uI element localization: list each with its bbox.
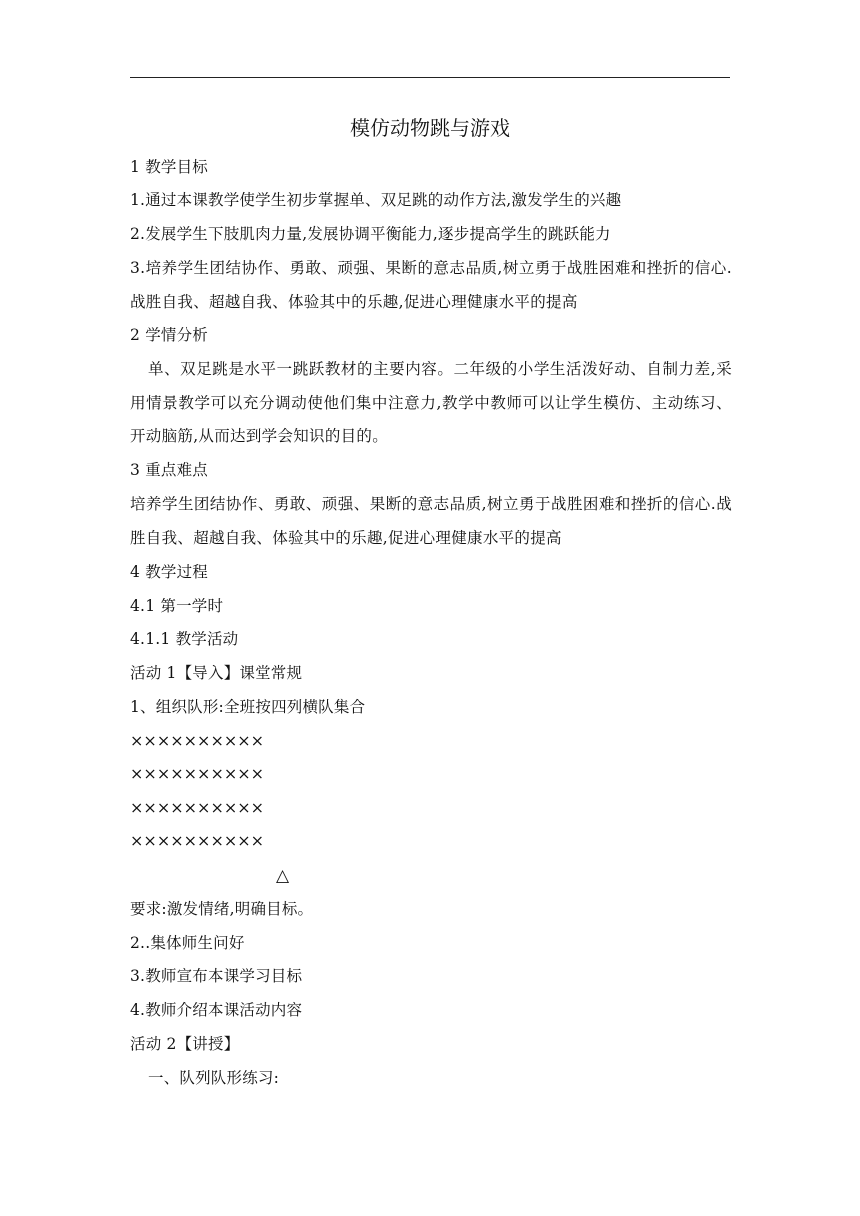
section-heading-analysis: 2 学情分析 (130, 326, 208, 344)
step-2: 2..集体师生问好 (130, 934, 245, 952)
formation-row: ×××××××××× (130, 731, 265, 750)
activity-2-heading: 活动 2【讲授】 (130, 1035, 240, 1053)
document-title: 模仿动物跳与游戏 (350, 116, 510, 140)
step-1: 1、组织队形:全班按四列横队集合 (130, 698, 366, 716)
drill-heading: 一、队列队形练习: (148, 1069, 280, 1087)
section-heading-keypoints: 3 重点难点 (130, 461, 208, 479)
goal-item-3: 3.培养学生团结协作、勇敢、顽强、果断的意志品质,树立勇于战胜困难和挫折的信心.战胜自我、超越自我、体验其中的乐趣,促进心理健康水平的提高 (130, 259, 732, 311)
analysis-paragraph: 单、双足跳是水平一跳跃教材的主要内容。二年级的小学生活泼好动、自制力差,采用情景教学可以充分调动使他们集中注意力,教学中教师可以让学生模仿、主动练习、开动脑筋,从而达到学会知识的目的。 (130, 360, 732, 445)
step-4: 4.教师介绍本课活动内容 (130, 1001, 303, 1019)
section-heading-process: 4 教学过程 (130, 563, 208, 581)
step-3: 3.教师宣布本课学习目标 (130, 967, 303, 985)
goal-item-1: 1.通过本课教学使学生初步掌握单、双足跳的动作方法,激发学生的兴趣 (130, 191, 622, 209)
formation-row: ×××××××××× (130, 798, 265, 817)
activity-1-heading: 活动 1【导入】课堂常规 (130, 664, 303, 682)
goal-item-2: 2.发展学生下肢肌肉力量,发展协调平衡能力,逐步提高学生的跳跃能力 (130, 225, 611, 243)
subsection-activities: 4.1.1 教学活动 (130, 630, 239, 648)
teacher-position-marker: △ (276, 866, 290, 886)
keypoints-paragraph: 培养学生团结协作、勇敢、顽强、果断的意志品质,树立勇于战胜困难和挫折的信心.战胜自我、超越自我、体验其中的乐趣,促进心理健康水平的提高 (130, 495, 732, 547)
section-heading-goals: 1 教学目标 (130, 158, 208, 176)
subsection-first-lesson: 4.1 第一学时 (130, 597, 224, 615)
formation-row: ×××××××××× (130, 831, 265, 850)
requirement-text: 要求:激发情绪,明确目标。 (130, 900, 314, 918)
formation-row: ×××××××××× (130, 764, 265, 783)
header-rule (130, 77, 730, 78)
